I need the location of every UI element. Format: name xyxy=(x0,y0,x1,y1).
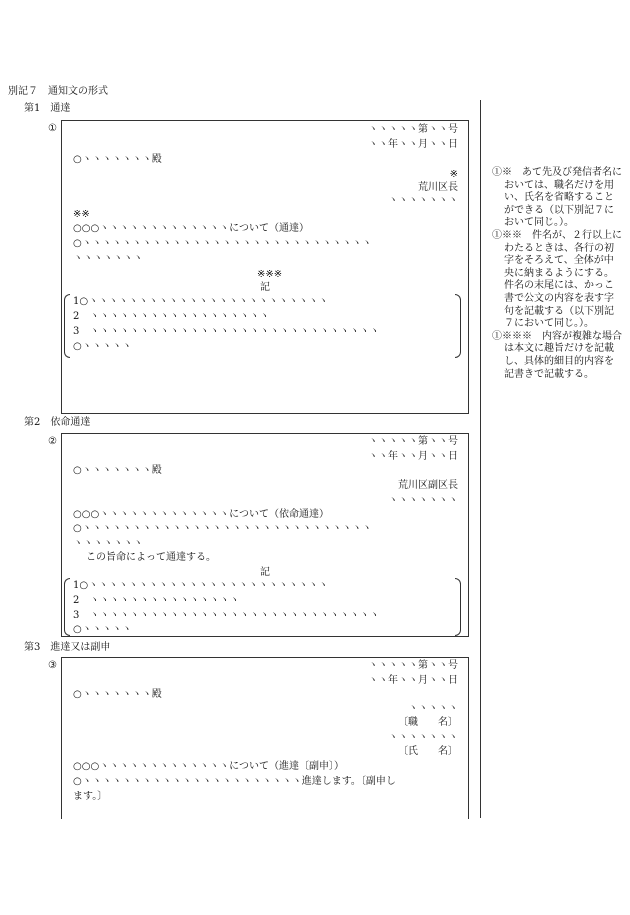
s2-doc-number: ヽヽヽヽヽ第ヽヽ号 xyxy=(368,436,458,447)
s1-item-4: ○ヽヽヽヽヽ xyxy=(73,341,132,352)
s3-title-label: 〔職 名〕 xyxy=(398,717,458,728)
s1-body-line-2: ヽヽヽヽヽヽヽ xyxy=(73,253,143,264)
note-2: ①※※ 件名が、２行以上にわたるときは、各行の初字をそろえて、全体が中央に納まるようにする。件名の末尾には、かっこ書で公文の内容を表す字句を記載する（以下別記７において同じ。）。 xyxy=(492,229,622,330)
column-divider xyxy=(480,100,481,818)
s1-doc-number: ヽヽヽヽヽ第ヽヽ号 xyxy=(368,124,458,135)
s2-item-4: ○ヽヽヽヽヽ xyxy=(73,624,132,635)
s1-mark-3: ※※※ xyxy=(257,269,283,280)
s2-item-3: 3 ヽヽヽヽヽヽヽヽヽヽヽヽヽヽヽヽヽヽヽヽヽヽヽヽヽヽヽヽヽ xyxy=(73,610,380,621)
s3-name-label: 〔氏 名〕 xyxy=(398,746,458,757)
section-2-frame xyxy=(61,433,469,637)
s2-sender: 荒川区副区長 xyxy=(398,480,458,491)
s3-body-line-1: ○ヽヽヽヽヽヽヽヽヽヽヽヽヽヽヽヽヽヽヽヽヽヽ進達します。〔副申し xyxy=(73,776,396,787)
s1-subject: ○○○ヽヽヽヽヽヽヽヽヽヽヽヽヽについて（通達） xyxy=(73,223,309,234)
s2-body-line-3: この旨命によって通達する。 xyxy=(86,552,216,563)
s1-item-3: 3 ヽヽヽヽヽヽヽヽヽヽヽヽヽヽヽヽヽヽヽヽヽヽヽヽヽヽヽヽヽ xyxy=(73,326,380,337)
s1-body-line-1: ○ヽヽヽヽヽヽヽヽヽヽヽヽヽヽヽヽヽヽヽヽヽヽヽヽヽヽヽヽヽ xyxy=(73,238,372,249)
s3-subject: ○○○ヽヽヽヽヽヽヽヽヽヽヽヽヽについて（進達〔副申〕） xyxy=(73,761,344,772)
note-1: ①※ あて先及び発信者名においては、職名だけを用い、氏名を省略することができる（以下別記７において同じ。）。 xyxy=(492,167,622,229)
s3-person: ヽヽヽヽヽヽヽ xyxy=(388,732,458,743)
s2-subject: ○○○ヽヽヽヽヽヽヽヽヽヽヽヽヽについて（依命通達） xyxy=(73,509,329,520)
s3-body-line-2: ます。〕 xyxy=(73,791,108,802)
s2-ki-heading: 記 xyxy=(260,567,270,578)
section-2-number: ② xyxy=(48,436,57,447)
s2-addressee: ○ヽヽヽヽヽヽヽ殿 xyxy=(73,465,162,476)
s3-org: ヽヽヽヽヽ xyxy=(408,703,458,714)
document-title: 別記７ 通知文の形式 xyxy=(8,86,108,97)
s3-addressee: ○ヽヽヽヽヽヽヽ殿 xyxy=(73,689,162,700)
s1-sender-name: ヽヽヽヽヽヽヽ xyxy=(388,195,458,206)
notes-column xyxy=(492,167,622,381)
s1-mark-2: ※※ xyxy=(73,209,90,220)
s2-date: ヽヽ年ヽヽ月ヽヽ日 xyxy=(368,451,458,462)
note-3: ①※※※ 内容が複雑な場合は本文に趣旨だけを記載し、具体的細目的内容を記書きで記載する。 xyxy=(492,330,622,380)
s1-mark-1: ※ xyxy=(449,169,458,180)
s3-date: ヽヽ年ヽヽ月ヽヽ日 xyxy=(368,675,458,686)
s2-bracket-right xyxy=(455,578,461,636)
section-1-number: ① xyxy=(48,123,57,134)
s2-item-2: 2 ヽヽヽヽヽヽヽヽヽヽヽヽヽヽヽ xyxy=(73,595,240,606)
s3-doc-number: ヽヽヽヽヽ第ヽヽ号 xyxy=(368,660,458,671)
section-3-heading: 第3 進達又は副申 xyxy=(24,642,111,653)
s2-bracket-left xyxy=(64,578,70,636)
section-1-heading: 第1 通達 xyxy=(24,103,71,114)
s1-bracket-right xyxy=(455,294,461,358)
s1-item-1: 1○ヽヽヽヽヽヽヽヽヽヽヽヽヽヽヽヽヽヽヽヽヽヽヽヽ xyxy=(73,296,329,307)
s2-body-line-1: ○ヽヽヽヽヽヽヽヽヽヽヽヽヽヽヽヽヽヽヽヽヽヽヽヽヽヽヽヽヽ xyxy=(73,523,372,534)
s2-sender-name: ヽヽヽヽヽヽヽ xyxy=(388,495,458,506)
s1-date: ヽヽ年ヽヽ月ヽヽ日 xyxy=(368,139,458,150)
s2-body-line-2: ヽヽヽヽヽヽヽ xyxy=(73,538,143,549)
s1-sender: 荒川区長 xyxy=(418,182,458,193)
s2-item-1: 1○ヽヽヽヽヽヽヽヽヽヽヽヽヽヽヽヽヽヽヽヽヽヽヽヽ xyxy=(73,580,329,591)
s1-addressee: ○ヽヽヽヽヽヽヽ殿 xyxy=(73,154,162,165)
s1-item-2: 2 ヽヽヽヽヽヽヽヽヽヽヽヽヽヽヽヽヽヽ xyxy=(73,311,270,322)
section-3-number: ③ xyxy=(48,660,57,671)
s1-bracket-left xyxy=(64,294,70,358)
s1-ki-heading: 記 xyxy=(260,282,270,293)
section-2-heading: 第2 依命通達 xyxy=(24,417,91,428)
